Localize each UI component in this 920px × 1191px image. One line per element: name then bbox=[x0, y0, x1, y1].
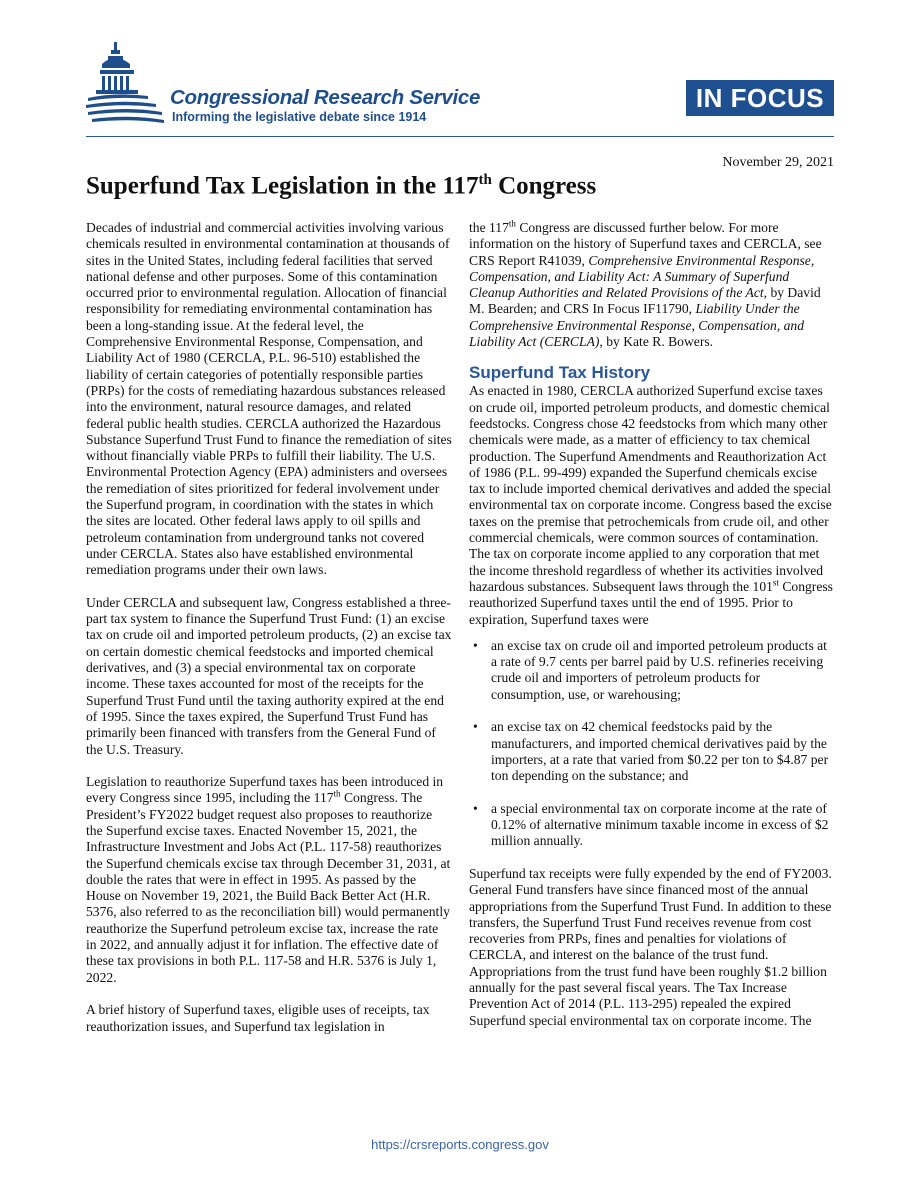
paragraph: Legislation to reauthorize Superfund taxes has been introduced in every Congress since 1995, including the 117th Congress. The President’s FY2022 budget request also proposes to reauthorize the Superfund excise taxes. Enacted November 15, 2021, the Infrastructure Investment and Jobs Act (P.L. 117-58) reauthorizes the Superfund chemicals excise tax through December 31, 2031, at double the rates that were in effect in 1995. As passed by the House on November 19, 2021, the Build Back Better Act (H.R. 5376, also referred to as the reconciliation bill) would permanently reauthorize the Superfund petroleum excise tax, increase the rate in 2022, and annually adjust it for inflation. The effective date of these tax provisions in both P.L. 117-58 and H.R. 5376 is July 1, 2022. bbox=[86, 774, 451, 985]
paragraph: A brief history of Superfund taxes, eligible uses of receipts, tax reauthorization issues, and Superfund tax legislation in bbox=[86, 1002, 430, 1034]
list-item: • an excise tax on crude oil and imported petroleum products at a rate of 9.7 cents per barrel paid by U.S. refineries receiving crude oil and importers of petroleum products for consumption, use, or warehousing; bbox=[473, 637, 827, 702]
header-rule bbox=[86, 136, 834, 137]
paragraph: Superfund tax receipts were fully expended by the end of FY2003. General Fund transfers have since financed most of the annual appropriations from the Superfund Trust Fund. In addition to these transfers, the Superfund Trust Fund receives revenue from cost recoveries from PRPs, fines and penalties for violations of CERCLA, and interest on the balance of the trust fund. Appropriations from the trust fund have been roughly $1.2 billion annually for the past several fiscal years. The Tax Increase Prevention Act of 2014 (P.L. 113-295) repealed the expired Superfund special environmental tax on corporate income. The bbox=[469, 865, 832, 1028]
paragraph: Decades of industrial and commercial activities involving various chemicals resulted in environmental contamination at thousands of sites in the United States, including federal facilities that served national defense and other purposes. Some of this contamination occurred prior to environmental regulation. Allocation of financial responsibility for remediating environmental contamination has been a long-standing issue. At the federal level, the Comprehensive Environmental Response, Compensation, and Liability Act of 1980 (CERCLA, P.L. 96-510) established the liability of certain categories of potentially responsible parties (PRPs) for the costs of remediating hazardous substances released into the environment, natural resource damages, and related federal public health studies. CERCLA authorized the Hazardous Substance Superfund Trust Fund to finance the remediation of sites without financially viable PRPs to fulfill their liability. The U.S. Environmental Protection Agency (EPA) administers and oversees the remediation of sites prioritized for federal involvement under the Superfund program, in coordination with the states in which the sites are located. Other federal laws apply to oil spills and petroleum contamination from underground tanks not covered under CERCLA. States also have established environmental remediation programs under their own laws. bbox=[86, 220, 452, 578]
org-name: Congressional Research Service bbox=[170, 86, 481, 109]
footer-url[interactable] bbox=[0, 1137, 920, 1152]
paragraph: As enacted in 1980, CERCLA authorized Superfund excise taxes on crude oil, imported petroleum products, and domestic chemical feedstocks. Congress chose 42 feedstocks from which many other chemicals were made, as a matter of efficiency to tax chemical production. The Superfund Amendments and Reauthorization Act of 1986 (P.L. 99-499) expanded the Superfund chemicals excise tax to include imported chemical derivatives and added the special environmental tax on corporate income. Congress based the excise taxes on the premise that petrochemicals from crude oil, and other commercial chemicals, were common sources of contamination. The tax on corporate income applied to any corporation that met the income threshold regardless of whether its activities involved hazardous substances. Subsequent laws through the 101st Congress reauthorized Superfund taxes until the end of 1995. Prior to expiration, Superfund taxes were bbox=[469, 383, 833, 627]
bullet-icon: • bbox=[473, 719, 478, 735]
section-heading: Superfund Tax History bbox=[469, 363, 651, 383]
right-column bbox=[469, 220, 835, 1029]
bullet-icon: • bbox=[473, 637, 478, 653]
list-item: • an excise tax on 42 chemical feedstocks paid by the manufacturers, and imported chemical derivatives paid by the importers, at a rate that varied from $0.22 per ton to $4.87 per ton depending on the substance; and bbox=[473, 719, 829, 784]
left-column bbox=[86, 220, 452, 1035]
footer-link[interactable]: https://crsreports.congress.gov bbox=[371, 1137, 549, 1152]
publication-date: November 29, 2021 bbox=[722, 155, 834, 170]
list-item: • a special environmental tax on corporate income at the rate of 0.12% of alternative minimum taxable income in excess of $2 million annually. bbox=[473, 800, 829, 849]
bullet-icon: • bbox=[473, 800, 478, 816]
report-header bbox=[86, 40, 834, 136]
tax-bullet-list bbox=[469, 638, 835, 850]
in-focus-badge: IN FOCUS bbox=[686, 80, 834, 116]
paragraph: Under CERCLA and subsequent law, Congress established a three-part tax system to finance the Superfund Trust Fund: (1) an excise tax on crude oil and imported petroleum products, (2) an excise tax on certain domestic chemical feedstocks and imported chemical derivatives, and (3) a special environmental tax on corporate income. These taxes accounted for most of the receipts for the Superfund Trust Fund until the taxing authority expired at the end of 1995. Since the taxes expired, the Superfund Trust Fund has primarily been financed with transfers from the General Fund of the U.S. Treasury. bbox=[86, 594, 452, 757]
org-tagline: Informing the legislative debate since 1914 bbox=[172, 110, 427, 124]
capitol-dome-logo-icon bbox=[86, 42, 166, 130]
paragraph: the 117th Congress are discussed further below. For more information on the history of Superfund taxes and CERCLA, see CRS Report R41039, Comprehensive Environmental Response, Compensation, and Liability Act: A Summary of Superfund Cleanup Authorities and Related Provisions of the Act, by David M. Bearden; and CRS In Focus IF11790, Liability Under the Comprehensive Environmental Response, Compensation, and Liability Act (CERCLA), by Kate R. Bowers. bbox=[469, 218, 822, 350]
page-title: Superfund Tax Legislation in the 117th Congress bbox=[86, 172, 597, 200]
